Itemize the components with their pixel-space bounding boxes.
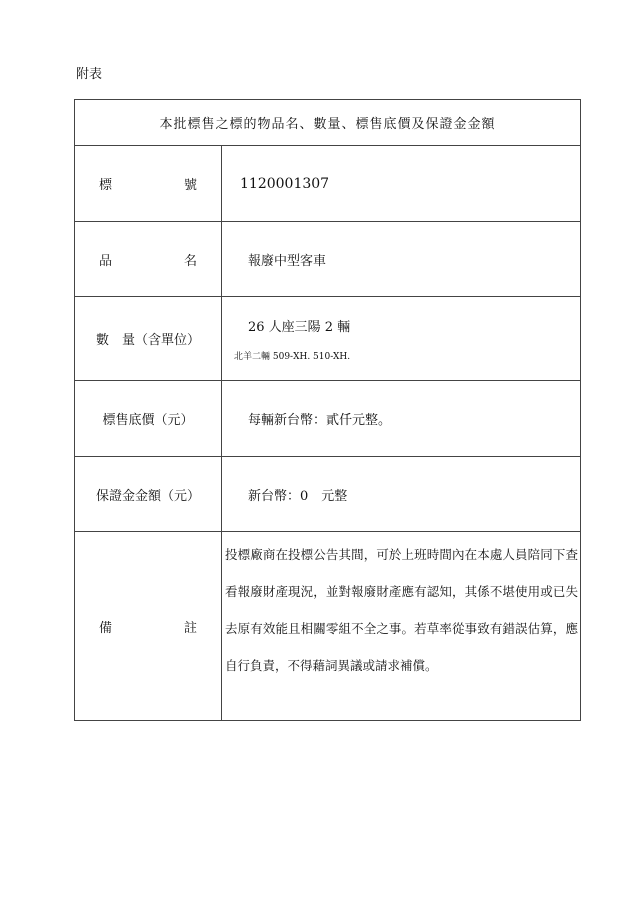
remarks-label (75, 532, 222, 720)
deposit-value: 新台幣：0 元整 (248, 488, 348, 504)
remarks-label-right: 註 (183, 620, 197, 636)
remarks-label-left: 備 (99, 620, 113, 636)
lot-no-label-right: 號 (183, 178, 197, 193)
table-header (75, 100, 580, 145)
quantity-detail: 北羊二輛 509-XH. 510-XH. (234, 351, 351, 362)
remarks-cell (222, 532, 580, 720)
table-row-remarks (75, 531, 580, 720)
quantity-value: 26 人座三陽 2 輛 (248, 319, 351, 335)
table-row-reserve-price (75, 380, 580, 456)
deposit-label: 保證金金額（元） (75, 457, 222, 531)
remarks-value: 投標廠商在投標公告其間，可於上班時間內在本處人員陪同下查看報廢財產現況，並對報廢財產應有認知，其係不堪使用或已失去原有效能且相關零組不全之事。若草率從事致有錯誤估算，應自行負責，不得藉詞異議或請求補償。 (225, 547, 578, 673)
table-row-lot-no (75, 145, 580, 221)
item-name-label (75, 222, 222, 296)
lot-no-value: 1120001307 (240, 175, 330, 192)
lot-no-label-left: 標 (99, 178, 113, 193)
item-name-label-left: 品 (99, 253, 113, 269)
table-header-text: 本批標售之標的物品名、數量、標售底價及保證金金額 (159, 117, 496, 132)
quantity-label: 數 量（含單位） (75, 297, 222, 380)
quantity-cell (222, 297, 580, 380)
lot-no-label (75, 146, 222, 221)
reserve-price-label: 標售底價（元） (75, 381, 222, 456)
item-name-value: 報廢中型客車 (248, 253, 327, 269)
item-name-label-right: 名 (183, 253, 197, 269)
reserve-price-value: 每輛新台幣：貳仟元整。 (248, 413, 392, 428)
table-row-deposit (75, 456, 580, 531)
table-row-item-name (75, 221, 580, 296)
annex-label: 附表 (76, 67, 103, 82)
table-row-quantity (75, 296, 580, 380)
listing-table (74, 99, 581, 721)
